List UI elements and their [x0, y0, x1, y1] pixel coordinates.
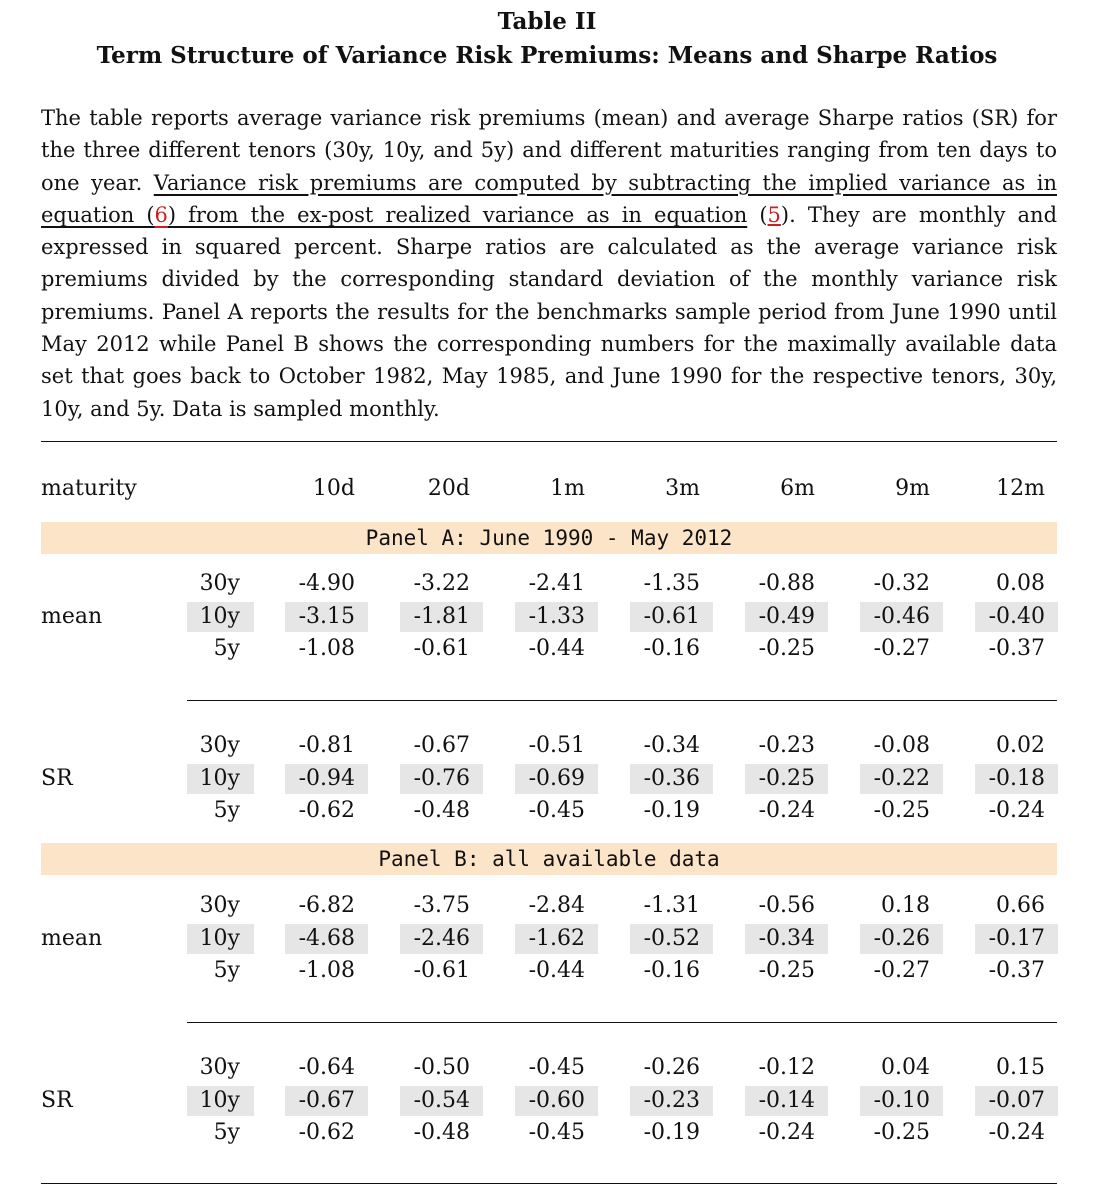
table-cell: -1.33 [528, 603, 585, 629]
table-cell: -0.26 [643, 1055, 700, 1080]
column-header-9m: 9m [895, 476, 930, 501]
table-cell: 0.04 [881, 1055, 930, 1080]
table-cell: -0.25 [758, 636, 815, 661]
table-cell: -0.17 [988, 925, 1045, 951]
tenor-label-10y: 10y [199, 1087, 240, 1113]
column-header-1m: 1m [550, 476, 585, 501]
table-bottom-rule [41, 1183, 1057, 1184]
table-cell: -0.61 [643, 603, 700, 629]
table-cell: -0.88 [758, 571, 815, 596]
table-cell: -0.45 [528, 1120, 585, 1145]
table-cell: -4.90 [298, 571, 355, 596]
table-cell: -0.69 [528, 765, 585, 791]
table-cell: -0.24 [988, 1120, 1045, 1145]
table-cell: -0.19 [643, 1120, 700, 1145]
table-cell: -0.24 [758, 798, 815, 823]
table-cell: -0.24 [988, 798, 1045, 823]
table-cell: -0.23 [643, 1087, 700, 1113]
table-cell: -6.82 [298, 893, 355, 918]
table-subtitle: Term Structure of Variance Risk Premiums: Means and Sharpe Ratios [96, 42, 998, 69]
table-cell: -0.67 [298, 1087, 355, 1113]
table-cell: -0.18 [988, 765, 1045, 791]
table-cell: -0.40 [988, 603, 1045, 629]
table-cell: -1.08 [298, 636, 355, 661]
table-cell: -4.68 [298, 925, 355, 951]
table-caption [41, 102, 1057, 425]
equation-ref-6[interactable]: 6 [154, 202, 168, 227]
tenor-label-5y: 5y [213, 636, 240, 661]
tenor-label-30y: 30y [199, 733, 240, 758]
table-cell: -0.61 [413, 958, 470, 983]
caption-text-1: The table reports average variance risk premiums (mean) and average Sharpe ratios (SR) for the three different tenors (30y, 10y, and 5y) and different maturities ranging from ten days to one year. [41, 106, 1057, 195]
table-cell: -2.41 [528, 571, 585, 596]
tenor-label-10y: 10y [199, 925, 240, 951]
panel-header: Panel A: June 1990 - May 2012 [41, 522, 1057, 554]
table-cell: -0.34 [643, 733, 700, 758]
caption-underlined-1: Variance risk premiums are computed by subtracting the implied variance as in equation ( [41, 170, 1057, 227]
table-cell: -0.07 [988, 1087, 1045, 1113]
block-separator-rule [187, 700, 1057, 701]
tenor-label-5y: 5y [213, 958, 240, 983]
table-cell: 0.08 [996, 571, 1045, 596]
table-cell: -0.19 [643, 798, 700, 823]
table-cell: -0.23 [758, 733, 815, 758]
table-cell: -1.31 [643, 893, 700, 918]
table-cell: -0.16 [643, 958, 700, 983]
table-cell: -0.46 [873, 603, 930, 629]
table-cell: -0.60 [528, 1087, 585, 1113]
stat-label-mean: mean [41, 925, 103, 951]
table-cell: -0.25 [758, 765, 815, 791]
table-cell: -0.34 [758, 925, 815, 951]
table-cell: 0.18 [881, 893, 930, 918]
table-cell: 0.02 [996, 733, 1045, 758]
table-cell: 0.15 [996, 1055, 1045, 1080]
table-cell: -1.81 [413, 603, 470, 629]
table-cell: -0.12 [758, 1055, 815, 1080]
column-header-10d: 10d [312, 476, 355, 501]
table-cell: -0.37 [988, 958, 1045, 983]
tenor-label-30y: 30y [199, 893, 240, 918]
table-cell: -0.45 [528, 1055, 585, 1080]
table-cell: -0.16 [643, 636, 700, 661]
column-header-6m: 6m [780, 476, 815, 501]
panel-header: Panel B: all available data [41, 843, 1057, 875]
stat-label-sr: SR [41, 1087, 73, 1113]
column-header-maturity: maturity [41, 476, 137, 501]
table-cell: -0.81 [298, 733, 355, 758]
caption-underlined-2: ) from the ex-post realized variance as in equation [167, 202, 748, 227]
stat-label-mean: mean [41, 603, 103, 629]
table-cell: -2.84 [528, 893, 585, 918]
table-cell: -0.44 [528, 636, 585, 661]
table-cell: -0.54 [413, 1087, 470, 1113]
table-cell: -0.56 [758, 893, 815, 918]
table-cell: -0.25 [758, 958, 815, 983]
table-cell: -3.22 [413, 571, 470, 596]
table-cell: -0.36 [643, 765, 700, 791]
tenor-label-10y: 10y [199, 603, 240, 629]
table-top-rule [41, 441, 1057, 442]
table-cell: -1.62 [528, 925, 585, 951]
table-cell: 0.66 [996, 893, 1045, 918]
table-cell: -0.51 [528, 733, 585, 758]
table-cell: -0.24 [758, 1120, 815, 1145]
table-cell: -3.75 [413, 893, 470, 918]
table-cell: -0.32 [873, 571, 930, 596]
table-title: Table II [497, 8, 597, 35]
table-cell: -0.22 [873, 765, 930, 791]
table-cell: -3.15 [298, 603, 355, 629]
table-cell: -0.62 [298, 798, 355, 823]
tenor-label-10y: 10y [199, 765, 240, 791]
tenor-label-5y: 5y [213, 1120, 240, 1145]
tenor-label-30y: 30y [199, 571, 240, 596]
table-cell: -0.37 [988, 636, 1045, 661]
table-cell: -0.94 [298, 765, 355, 791]
table-cell: -0.52 [643, 925, 700, 951]
table-cell: -0.10 [873, 1087, 930, 1113]
table-cell: -0.61 [413, 636, 470, 661]
column-header-12m: 12m [996, 476, 1045, 501]
table-cell: -0.08 [873, 733, 930, 758]
table-cell: -0.45 [528, 798, 585, 823]
caption-text-2a: ( [747, 202, 768, 227]
column-header-20d: 20d [427, 476, 470, 501]
table-cell: -0.67 [413, 733, 470, 758]
stat-label-sr: SR [41, 765, 73, 791]
table-cell: -0.27 [873, 636, 930, 661]
table-cell: -0.48 [413, 798, 470, 823]
table-cell: -0.48 [413, 1120, 470, 1145]
table-cell: -0.44 [528, 958, 585, 983]
tenor-label-30y: 30y [199, 1055, 240, 1080]
table-cell: -0.62 [298, 1120, 355, 1145]
table-cell: -0.26 [873, 925, 930, 951]
tenor-label-5y: 5y [213, 798, 240, 823]
block-separator-rule [187, 1022, 1057, 1023]
table-cell: -0.49 [758, 603, 815, 629]
table-cell: -0.27 [873, 958, 930, 983]
table-cell: -1.35 [643, 571, 700, 596]
table-cell: -0.25 [873, 798, 930, 823]
table-cell: -2.46 [413, 925, 470, 951]
table-cell: -0.50 [413, 1055, 470, 1080]
table-cell: -0.14 [758, 1087, 815, 1113]
column-header-3m: 3m [665, 476, 700, 501]
caption-text-2: ). They are monthly and expressed in squared percent. Sharpe ratios are calculated as the average variance risk premiums divided by the corresponding standard deviation of the monthly variance risk premiums. Panel A reports the results for the benchmarks sample period from June 1990 until May 2012 while Panel B shows the corresponding numbers for the maximally available data set that goes back to October 1982, May 1985, and June 1990 for the respective tenors, 30y, 10y, and 5y. Data is sampled monthly. [41, 202, 1058, 421]
table-cell: -0.64 [298, 1055, 355, 1080]
table-cell: -0.76 [413, 765, 470, 791]
table-cell: -1.08 [298, 958, 355, 983]
table-cell: -0.25 [873, 1120, 930, 1145]
equation-ref-5[interactable]: 5 [767, 202, 781, 227]
